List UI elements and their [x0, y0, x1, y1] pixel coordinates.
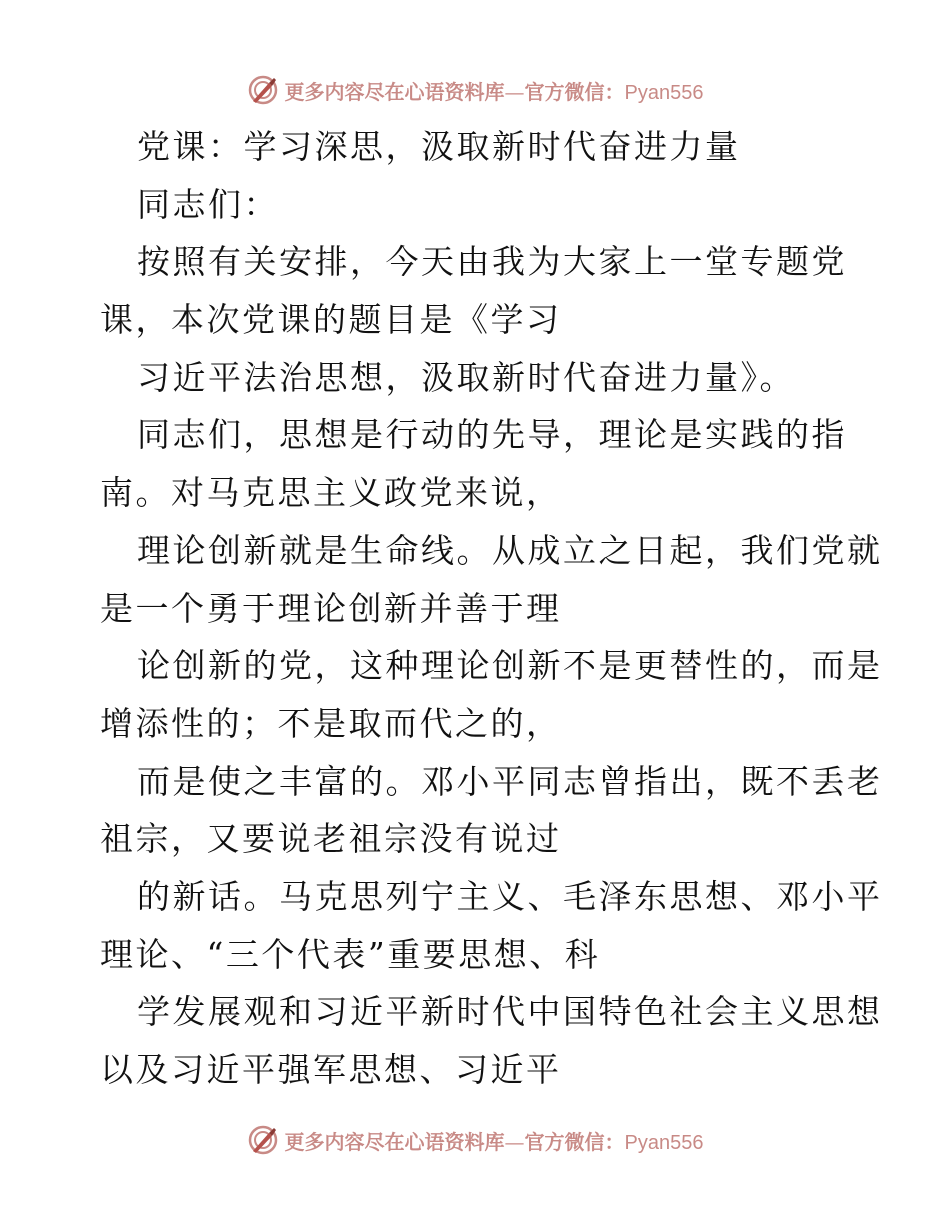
footer-watermark-banner: [0, 1120, 950, 1160]
paragraph-line: 南。对马克思主义政党来说，: [100, 473, 562, 513]
paragraph-line: 以及习近平强军思想、习近平: [100, 1050, 562, 1089]
paragraph-line: 祖宗，又要说老祖宗没有说过: [100, 819, 562, 859]
paragraph-line: 理论、“三个代表”重要思想、科: [100, 934, 601, 974]
paragraph-line: 理论创新就是生命线。从成立之日起，我们党就: [137, 530, 883, 570]
paragraph-line: 论创新的党，这种理论创新不是更替性的，而是: [137, 646, 883, 686]
document-body: [100, 118, 883, 1099]
document-title: 党课：学习深思，汲取新时代奋进力量: [137, 127, 741, 166]
paragraph-line: 增添性的；不是取而代之的，: [100, 703, 562, 743]
paragraph-line: 按照有关安排，今天由我为大家上一堂专题党: [137, 242, 847, 282]
paragraph-line: 同志们，思想是行动的先导，理论是实践的指: [137, 415, 847, 455]
banner-text: 更多内容尽在心语资料库—官方微信：Pyan556: [284, 79, 704, 104]
paragraph-line: 是一个勇于理论创新并善于理: [100, 588, 562, 628]
header-watermark-banner: [0, 70, 950, 110]
paragraph-line: 学发展观和习近平新时代中国特色社会主义思想: [137, 992, 883, 1032]
fountain-pen-logo-icon: [247, 1124, 279, 1156]
paragraph-line: 的新话。马克思列宁主义、毛泽东思想、邓小平: [137, 876, 883, 916]
fountain-pen-logo-icon: [247, 74, 279, 106]
paragraph-line: 习近平法治思想，汲取新时代奋进力量》。: [137, 357, 795, 397]
paragraph-line: 课，本次党课的题目是《学习: [100, 300, 562, 340]
banner-text: 更多内容尽在心语资料库—官方微信：Pyan556: [284, 1129, 704, 1154]
paragraph-line: 而是使之丰富的。邓小平同志曾指出，既不丢老: [137, 761, 883, 801]
salutation: 同志们：: [137, 184, 279, 224]
